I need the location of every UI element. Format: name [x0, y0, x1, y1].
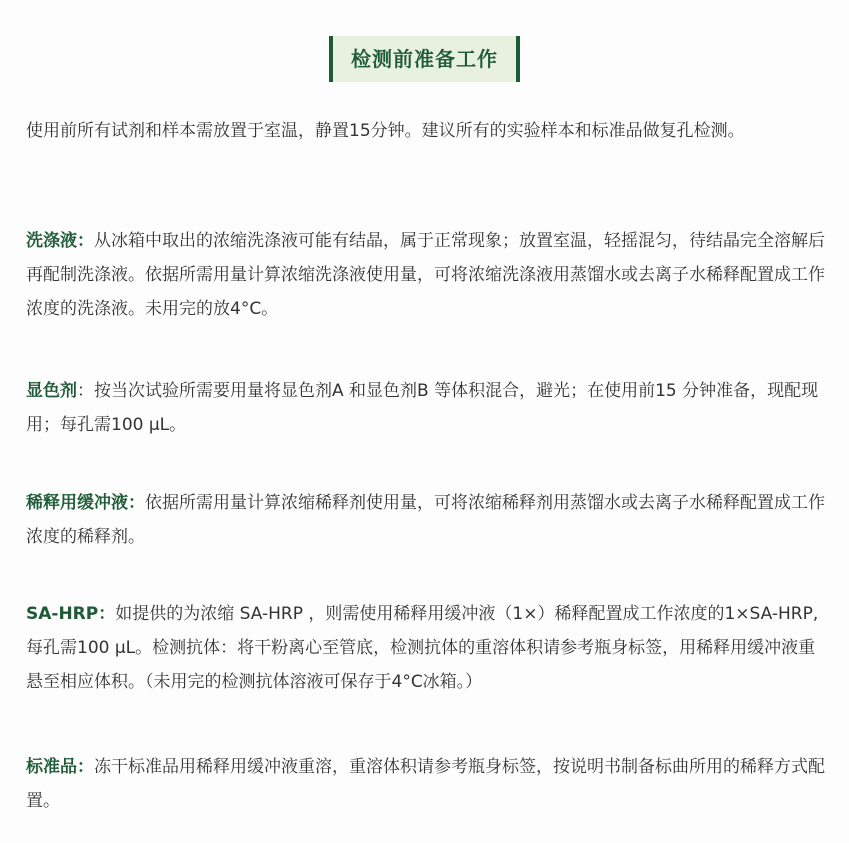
dilution-buffer-label: 稀释用缓冲液： — [26, 493, 145, 513]
dilution-buffer-paragraph — [26, 486, 826, 554]
wash-buffer-paragraph — [26, 224, 826, 326]
standard-paragraph — [26, 750, 826, 818]
sa-hrp-paragraph — [26, 597, 826, 699]
chromogen-paragraph — [26, 374, 826, 442]
sa-hrp-label: SA-HRP： — [26, 604, 116, 624]
standard-label: 标准品： — [26, 757, 94, 777]
wash-buffer-text: 从冰箱中取出的浓缩洗涤液可能有结晶，属于正常现象；放置室温，轻摇混匀，待结晶完全溶解后再配制洗涤液。依据所需用量计算浓缩洗涤液使用量，可将浓缩洗涤液用蒸馏水或去离子水稀释配置成工作浓度的洗涤液。未用完的放4°C。 — [26, 231, 825, 319]
intro-paragraph: 使用前所有试剂和样本需放置于室温，静置15分钟。建议所有的实验样本和标准品做复孔检测。 — [26, 121, 745, 141]
chromogen-text: ：按当次试验所需要用量将显色剂A 和显色剂B 等体积混合，避光；在使用前15 分钟准备，现配现用；每孔需100 µL。 — [26, 381, 819, 435]
sa-hrp-text: 如提供的为浓缩 SA-HRP ，则需使用稀释用缓冲液（1×）稀释配置成工作浓度的1×SA-HRP,每孔需100 µL。检测抗体：将干粉离心至管底，检测抗体的重溶体积请参考瓶身标签，用稀释用缓冲液重悬至相应体积。（未用完的检测抗体溶液可保存于4°C冰箱。） — [26, 604, 819, 692]
wash-buffer-label: 洗涤液： — [26, 231, 94, 251]
standard-text: 冻干标准品用稀释用缓冲液重溶，重溶体积请参考瓶身标签，按说明书制备标曲所用的稀释方式配置。 — [26, 757, 825, 811]
dilution-buffer-text: 依据所需用量计算浓缩稀释剂使用量，可将浓缩稀释剂用蒸馏水或去离子水稀释配置成工作浓度的稀释剂。 — [26, 493, 825, 547]
chromogen-label: 显色剂 — [26, 381, 77, 401]
section-title: 检测前准备工作 — [329, 36, 520, 82]
